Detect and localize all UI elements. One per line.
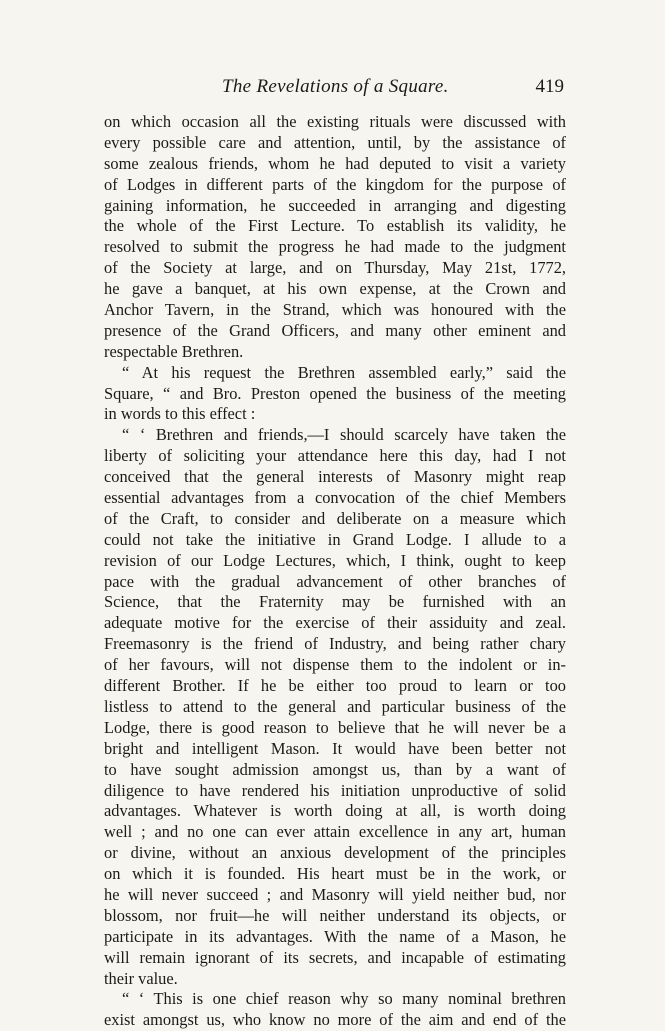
- text-line: Square, “ and Bro. Preston opened the business of the meeting: [104, 383, 566, 403]
- text-line: well ; and no one can ever attain excellence in any art, human: [104, 822, 566, 842]
- text-line: the whole of the First Lecture. To establish its validity, he: [104, 216, 566, 236]
- text-line: listless to attend to the general and particular business of the: [104, 696, 566, 716]
- text-line: different Brother. If he be either too proud to learn or too: [104, 676, 566, 696]
- text-line: could not take the initiative in Grand Lodge. I allude to a: [104, 529, 566, 549]
- text-line: revision of our Lodge Lectures, which, I think, ought to keep: [104, 550, 566, 570]
- text-line: on which it is founded. His heart must be in the work, or: [104, 864, 566, 884]
- text-line: will remain ignorant of its secrets, and incapable of estimating: [104, 947, 566, 967]
- page-header: [104, 76, 566, 102]
- text-line: liberty of soliciting your attendance here this day, had I not: [104, 446, 566, 466]
- running-title: The Revelations of a Square.: [222, 76, 449, 97]
- text-line: adequate motive for the exercise of their assiduity and zeal.: [104, 613, 566, 633]
- page-number: 419: [535, 76, 564, 97]
- text-line: bright and intelligent Mason. It would have been better not: [104, 738, 566, 758]
- text-line: to have sought admission amongst us, than by a want of: [104, 759, 566, 779]
- text-line: exist amongst us, who know no more of the aim and end of the: [104, 1010, 566, 1030]
- text-line: their value.: [104, 968, 178, 988]
- text-line: on which occasion all the existing rituals were discussed with: [104, 112, 566, 131]
- text-line: presence of the Grand Officers, and many other eminent and: [104, 320, 566, 340]
- text-line: essential advantages from a convocation of the chief Members: [104, 488, 566, 508]
- text-line: Lodge, there is good reason to believe that he will never be a: [104, 717, 566, 737]
- text-line: pace with the gradual advancement of other branches of: [104, 571, 566, 591]
- body-text: [104, 112, 566, 1031]
- text-line: diligence to have rendered his initiation unproductive of solid: [104, 780, 566, 800]
- text-line: Anchor Tavern, in the Strand, which was honoured with the: [104, 300, 566, 320]
- text-line: conceived that the general interests of Masonry might reap: [104, 467, 566, 487]
- text-line: in words to this effect :: [104, 404, 256, 424]
- text-line: respectable Brethren.: [104, 341, 244, 361]
- text-line: or divine, without an anxious development of the principles: [104, 843, 566, 863]
- text-line: every possible care and attention, until, by the assistance of: [104, 132, 566, 152]
- text-line: advantages. Whatever is worth doing at all, is worth doing: [104, 801, 566, 821]
- text-line: blossom, nor fruit—he will neither understand its objects, or: [104, 905, 566, 925]
- text-line: “ ‘ This is one chief reason why so many nominal brethren: [122, 989, 566, 1009]
- text-line: Science, that the Fraternity may be furnished with an: [104, 592, 566, 612]
- text-line: of Lodges in different parts of the kingdom for the purpose of: [104, 174, 566, 194]
- text-line: of the Society at large, and on Thursday, May 21st, 1772,: [104, 258, 566, 278]
- text-line: participate in its advantages. With the name of a Mason, he: [104, 926, 566, 946]
- text-line: of her favours, will not dispense them to the indolent or in-: [104, 655, 566, 675]
- text-line: Freemasonry is the friend of Industry, and being rather chary: [104, 634, 566, 654]
- text-line: he gave a banquet, at his own expense, at the Crown and: [104, 279, 566, 299]
- text-line: “ At his request the Brethren assembled early,” said the: [122, 362, 566, 382]
- text-line: some zealous friends, whom he had deputed to visit a variety: [104, 153, 566, 173]
- text-line: he will never succeed ; and Masonry will yield neither bud, nor: [104, 884, 566, 904]
- text-line: of the Craft, to consider and deliberate on a measure which: [104, 508, 566, 528]
- text-line: “ ‘ Brethren and friends,—I should scarcely have taken the: [122, 425, 566, 445]
- text-line: gaining information, he succeeded in arranging and digesting: [104, 195, 566, 215]
- text-line: resolved to submit the progress he had made to the judgment: [104, 237, 566, 257]
